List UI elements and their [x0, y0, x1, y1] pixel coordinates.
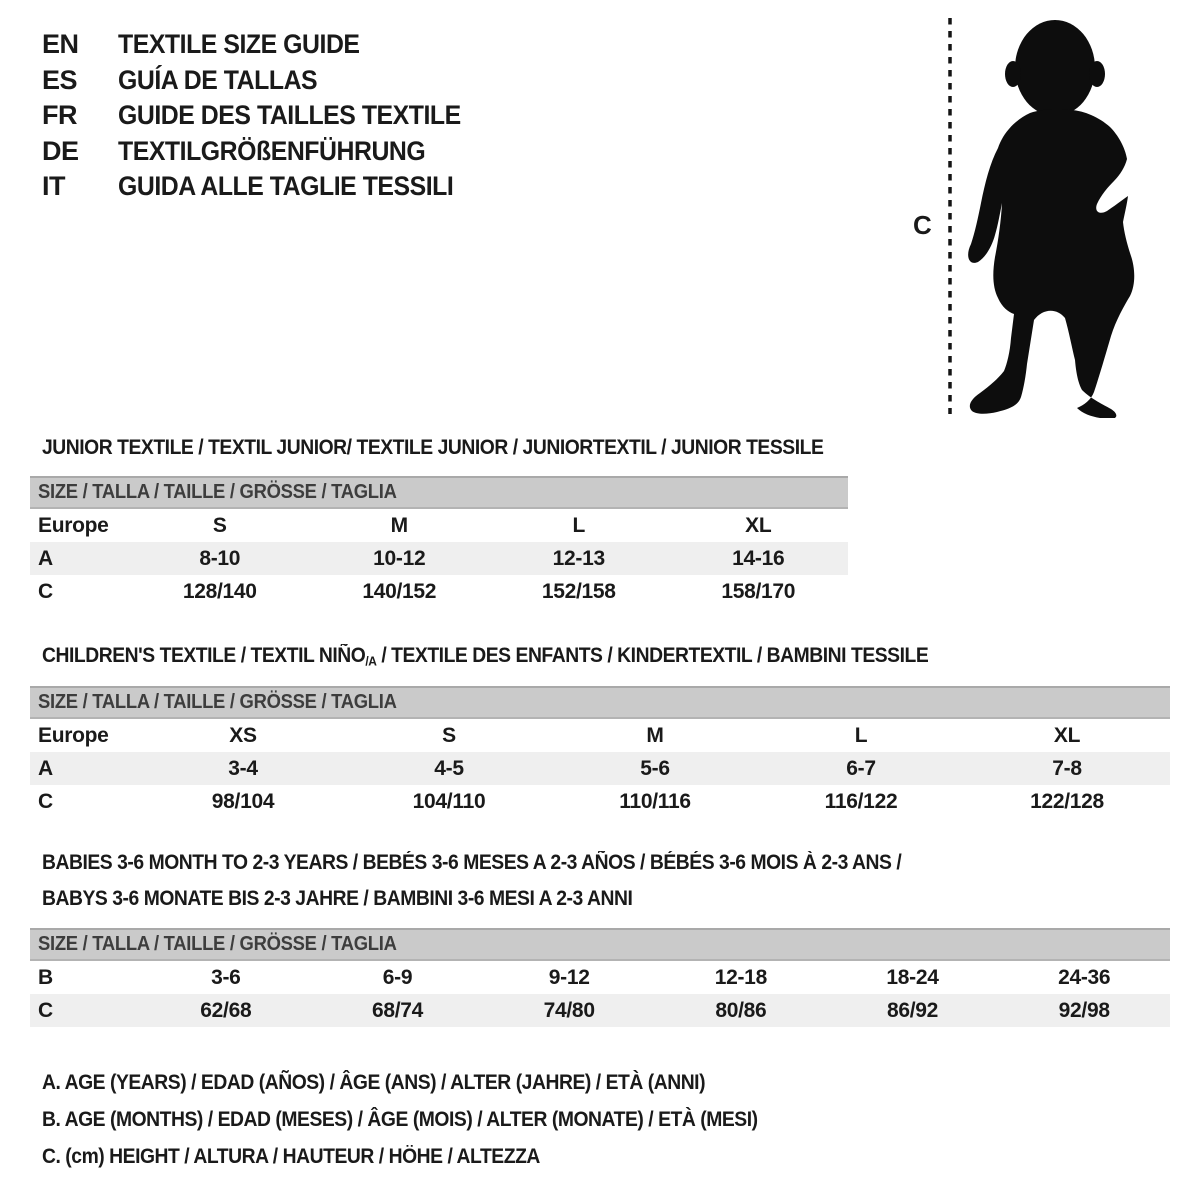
language-label: TEXTILE SIZE GUIDE [118, 29, 360, 60]
size-cell: 110/116 [619, 789, 691, 813]
size-cell: 68/74 [371, 998, 424, 1022]
size-cell: 86/92 [886, 998, 939, 1022]
size-cell: XL [745, 513, 772, 537]
section-title-children [42, 638, 928, 680]
table-row [30, 509, 848, 542]
size-cell: 80/86 [715, 998, 767, 1022]
legend-line-b [42, 1101, 820, 1138]
row-label: C [38, 789, 53, 813]
legend [42, 1064, 820, 1175]
language-label: GUIDE DES TAILLES TEXTILE [118, 100, 461, 131]
row-label: C [38, 579, 53, 603]
language-code: IT [42, 171, 65, 202]
size-cell: 62/68 [200, 998, 252, 1022]
size-cell: 3-4 [228, 756, 258, 780]
row-label: Europe [38, 723, 109, 747]
size-cell: 158/170 [721, 579, 796, 603]
size-cell: 74/80 [543, 998, 595, 1022]
height-label-c: C [913, 210, 932, 240]
language-label: GUIDA ALLE TAGLIE TESSILI [118, 171, 454, 202]
size-cell: 3-6 [211, 965, 241, 989]
size-cell: L [572, 513, 586, 537]
table-row [30, 719, 1170, 752]
children-size-table [30, 686, 1170, 818]
table-row [30, 994, 1170, 1027]
size-cell: L [854, 723, 868, 747]
baby-silhouette-shape [968, 20, 1134, 418]
row-label: A [38, 546, 53, 570]
size-header-bar [30, 686, 1170, 719]
table-row [30, 961, 1170, 994]
language-code: EN [42, 29, 79, 60]
size-cell: 92/98 [1058, 998, 1110, 1022]
language-row [42, 63, 491, 99]
section-title-children-prefix: CHILDREN'S TEXTILE / TEXTIL NIÑO [42, 644, 366, 667]
language-row [42, 98, 491, 134]
table-row [30, 575, 848, 608]
language-code: DE [42, 135, 79, 166]
size-cell: 5-6 [640, 756, 670, 780]
size-cell: S [212, 513, 227, 537]
table-row [30, 785, 1170, 818]
size-cell: M [646, 723, 664, 747]
section-title-children-sub: /A [365, 653, 377, 669]
language-code: ES [42, 64, 78, 95]
language-row [42, 134, 491, 170]
legend-text-a: A. AGE (YEARS) / EDAD (AÑOS) / ÂGE (ANS) / ALTER (JAHRE) / ETÀ (ANNI) [42, 1070, 706, 1094]
legend-line-c [42, 1138, 820, 1175]
language-row [42, 169, 491, 205]
size-cell: XS [229, 723, 257, 747]
size-cell: 6-7 [846, 756, 876, 780]
section-title-children-suffix: / TEXTILE DES ENFANTS / KINDERTEXTIL / BAMBINI TESSILE [376, 644, 929, 667]
section-title-junior: JUNIOR TEXTILE / TEXTIL JUNIOR/ TEXTILE JUNIOR / JUNIORTEXTIL / JUNIOR TESSILE [42, 436, 824, 459]
size-header-label: SIZE / TALLA / TAILLE / GRÖSSE / TAGLIA [38, 481, 397, 503]
baby-silhouette-icon [905, 8, 1160, 418]
section-title-babies-line2: BABYS 3-6 MONATE BIS 2-3 JAHRE / BAMBINI 3-6 MESI A 2-3 ANNI [42, 887, 633, 910]
size-cell: 140/152 [362, 579, 437, 603]
junior-size-table [30, 476, 848, 608]
size-header-label: SIZE / TALLA / TAILLE / GRÖSSE / TAGLIA [38, 691, 397, 713]
language-label: GUÍA DE TALLAS [118, 64, 318, 95]
row-label: A [38, 756, 53, 780]
size-header-label: SIZE / TALLA / TAILLE / GRÖSSE / TAGLIA [38, 933, 397, 955]
size-cell: 14-16 [732, 546, 785, 570]
size-cell: 12-13 [552, 546, 605, 570]
legend-line-a [42, 1064, 820, 1101]
size-cell: 7-8 [1052, 756, 1082, 780]
row-label: B [38, 965, 53, 989]
language-code: FR [42, 100, 77, 131]
size-cell: 9-12 [548, 965, 590, 989]
size-cell: M [390, 513, 408, 537]
size-cell: 24-36 [1058, 965, 1111, 989]
size-cell: 128/140 [182, 579, 257, 603]
size-cell: 98/104 [211, 789, 275, 813]
legend-text-c: C. (cm) HEIGHT / ALTURA / HAUTEUR / HÖHE / ALTEZZA [42, 1144, 540, 1168]
size-cell: 6-9 [382, 965, 413, 989]
size-cell: 116/122 [824, 789, 898, 813]
size-cell: 152/158 [541, 579, 616, 603]
size-cell: 4-5 [434, 756, 464, 780]
section-title-babies [42, 845, 976, 917]
section-title-babies-line1: BABIES 3-6 MONTH TO 2-3 YEARS / BEBÉS 3-6 MESES A 2-3 AÑOS / BÉBÉS 3-6 MOIS À 2-3 ANS / [42, 851, 902, 874]
size-cell: 122/128 [1030, 789, 1104, 813]
language-label: TEXTILGRÖßENFÜHRUNG [118, 135, 426, 166]
size-header-bar [30, 928, 1170, 961]
size-cell: 10-12 [373, 546, 426, 570]
size-cell: XL [1053, 723, 1081, 747]
size-header-bar [30, 476, 848, 509]
table-row [30, 542, 848, 575]
size-cell: 12-18 [714, 965, 767, 989]
table-row [30, 752, 1170, 785]
row-label: C [38, 998, 53, 1022]
babies-size-table [30, 928, 1170, 1027]
legend-text-b: B. AGE (MONTHS) / EDAD (MESES) / ÂGE (MOIS) / ALTER (MONATE) / ETÀ (MESI) [42, 1107, 758, 1131]
size-cell: S [442, 723, 456, 747]
language-row [42, 27, 491, 63]
size-cell: 18-24 [886, 965, 939, 989]
size-cell: 104/110 [412, 789, 486, 813]
size-cell: 8-10 [199, 546, 241, 570]
row-label: Europe [38, 513, 109, 537]
language-header [42, 27, 491, 205]
